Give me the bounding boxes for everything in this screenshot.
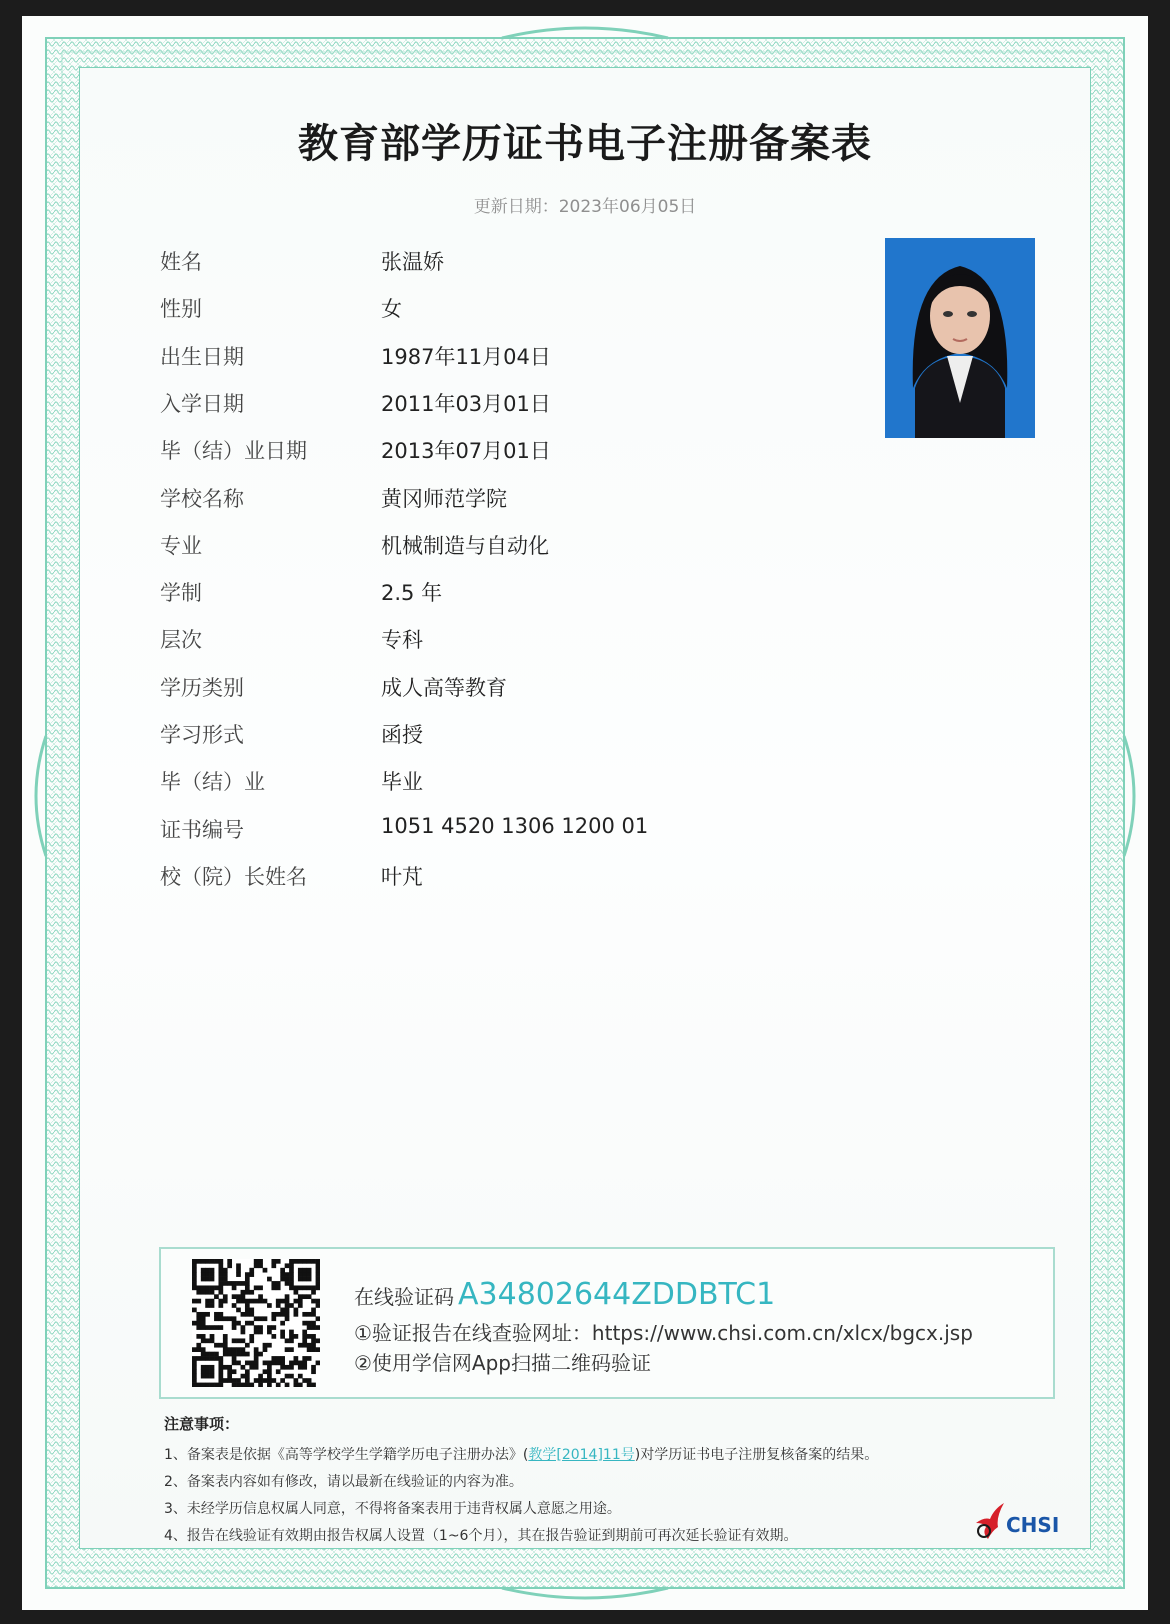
field-value: 2.5 年	[381, 581, 443, 606]
student-photo	[885, 238, 1035, 438]
field-label: 毕（结）业	[160, 770, 265, 795]
field-value: 2011年03月01日	[381, 391, 551, 416]
chsi-bird-icon	[970, 1501, 1010, 1543]
field-value: 1987年11月04日	[381, 344, 551, 369]
field-label: 学习形式	[160, 723, 244, 747]
field-value: 张温娇	[381, 250, 444, 274]
field-value: 函授	[381, 723, 423, 747]
field-label: 层次	[160, 628, 202, 653]
certificate-page	[22, 16, 1148, 1610]
note-3: 3、未经学历信息权属人同意，不得将备案表用于违背权属人意愿之用途。	[164, 1501, 621, 1517]
field-value: 机械制造与自动化	[381, 533, 549, 558]
update-date: 更新日期：2023年06月05日	[473, 197, 697, 217]
qr-code[interactable]	[192, 1259, 320, 1387]
field-value: 叶芃	[381, 864, 423, 889]
note-1: 1、备案表是依据《高等学校学生学籍学历电子注册办法》(教学[2014]11号)对学历证书电子注册复核备案的结果。	[164, 1447, 879, 1463]
certificate-content	[80, 68, 1090, 1548]
field-label: 姓名	[160, 250, 202, 274]
verification-code-line	[354, 1277, 775, 1312]
verification-box	[159, 1247, 1055, 1399]
page-title: 教育部学历证书电子注册备案表	[298, 121, 872, 167]
verification-code: A34802644ZDDBTC1	[458, 1277, 776, 1312]
field-label: 学制	[160, 581, 202, 606]
field-value: 女	[381, 297, 402, 322]
field-value: 2013年07月01日	[381, 439, 551, 464]
verification-code-label: 在线验证码	[354, 1285, 454, 1309]
field-label: 性别	[160, 297, 202, 322]
verification-url-line: ①验证报告在线查验网址：https://www.chsi.com.cn/xlcx/bgcx.jsp	[354, 1321, 973, 1345]
field-value: 毕业	[381, 770, 423, 795]
chsi-logo: CHSI	[970, 1501, 1065, 1543]
regulation-link[interactable]: 教学[2014]11号	[528, 1447, 635, 1463]
field-label: 校（院）长姓名	[160, 864, 307, 889]
field-value: 成人高等教育	[381, 675, 507, 700]
field-label: 毕（结）业日期	[160, 439, 307, 464]
field-value: 1051 4520 1306 1200 01	[381, 813, 649, 838]
field-label: 学校名称	[160, 486, 244, 511]
notes-title: 注意事项：	[164, 1415, 240, 1433]
field-label: 专业	[160, 533, 202, 558]
field-label: 出生日期	[160, 344, 244, 369]
verification-app-line: ②使用学信网App扫描二维码验证	[354, 1351, 652, 1375]
field-label: 证书编号	[160, 817, 244, 842]
note-2: 2、备案表内容如有修改，请以最新在线验证的内容为准。	[164, 1474, 523, 1490]
field-value: 专科	[381, 628, 423, 653]
field-label: 入学日期	[160, 391, 244, 416]
field-value: 黄冈师范学院	[381, 486, 507, 511]
note-4: 4、报告在线验证有效期由报告权属人设置（1~6个月），其在报告验证到期前可再次延长验证有效期。	[164, 1528, 798, 1544]
field-label: 学历类别	[160, 675, 244, 700]
